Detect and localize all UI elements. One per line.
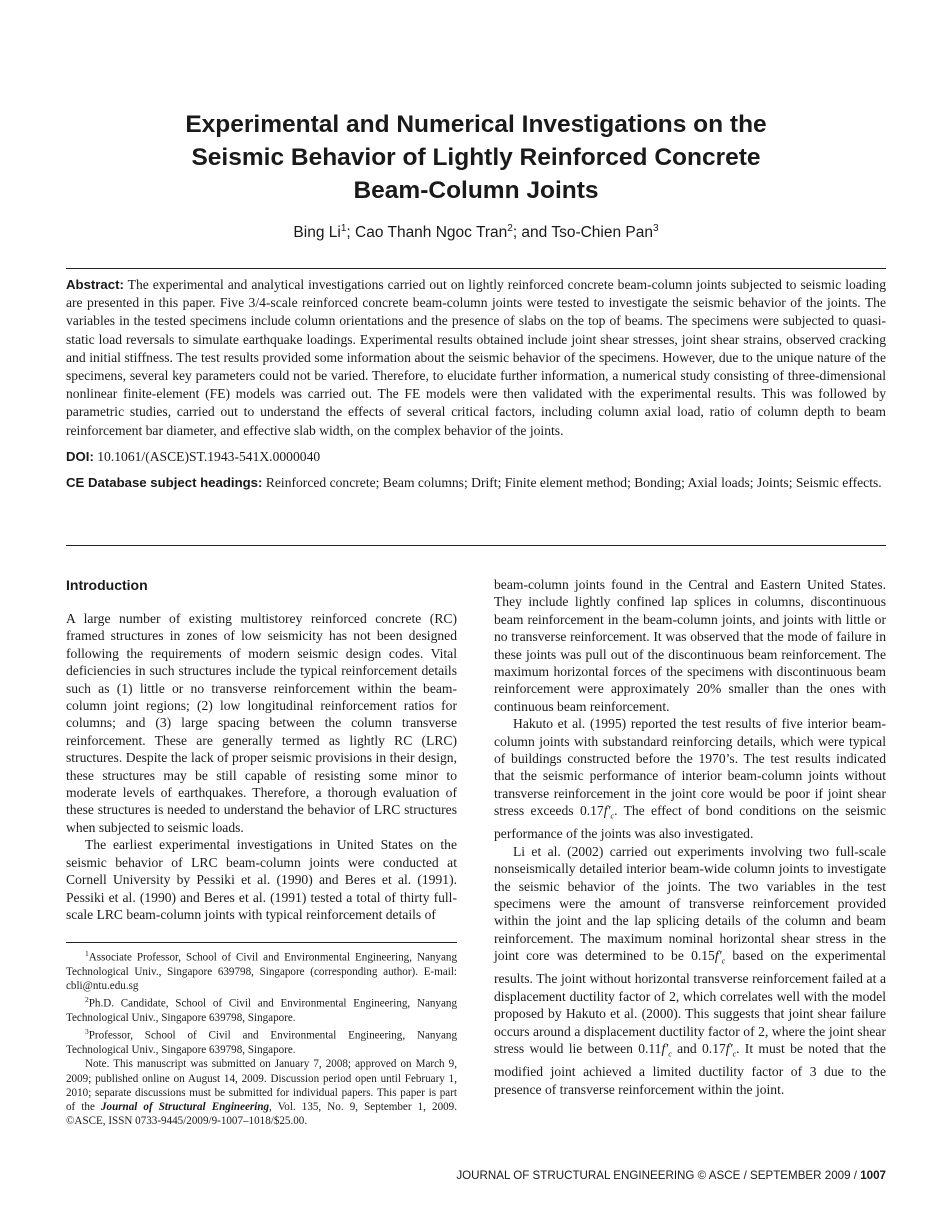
subject-headings bbox=[66, 474, 886, 492]
footnote-rule bbox=[66, 942, 457, 943]
intro-paragraph-4 bbox=[494, 843, 886, 1098]
intro-paragraph-3 bbox=[494, 715, 886, 843]
footnotes bbox=[66, 947, 457, 1129]
footnote-2: $^2$Ph.D. Candidate, School of Civil and Environmental Engineering, Nanyang Technological Univ., Singapore 639798, Singapore. bbox=[66, 995, 457, 1025]
right-column bbox=[494, 576, 886, 1098]
doi-line bbox=[66, 448, 886, 466]
running-footer bbox=[66, 1168, 886, 1184]
fc-symbol: $f'_c$ bbox=[725, 1041, 737, 1059]
p4-coefficient-2: 0.11 bbox=[638, 1041, 662, 1056]
page-number: 1007 bbox=[860, 1169, 886, 1182]
running-footer-text: JOURNAL OF STRUCTURAL ENGINEERING © ASCE / SEPTEMBER 2009 / bbox=[456, 1169, 861, 1182]
author-separator: ; bbox=[346, 224, 356, 242]
p4-coefficient-1: 0.15 bbox=[691, 948, 715, 964]
subject-headings-label: CE Database subject headings: bbox=[66, 475, 263, 491]
abstract-block bbox=[66, 276, 886, 492]
author-separator: ; and bbox=[512, 224, 552, 242]
abstract-bottom-rule bbox=[66, 545, 886, 546]
author-list bbox=[66, 219, 886, 243]
footnote-3: $^3$Professor, School of Civil and Environmental Engineering, Nanyang Technological Univ., Singapore 639798, Singapore. bbox=[66, 1027, 457, 1057]
p3-coefficient: 0.17 bbox=[579, 803, 604, 819]
journal-name: Journal of Structural Engineering bbox=[100, 1101, 270, 1114]
intro-paragraph-1: A large number of existing multistorey reinforced concrete (RC) framed structures in zones of low seismicity has not been designed following the requirements of modern seismic design codes. Vital deficiencies in such structures include the typical reinforcement details such as (1) little or no transverse reinforcement within the beam-column joint regions; (2) low longitudinal reinforcement ratios for columns; and (3) large spacing between the column transverse reinforcement. These are generally termed as lightly RC (LRC) structures. Despite the lack of proper seismic provisions in their design, these structures may be still capable of resisting some minor to moderate levels of earthquakes. Therefore, a thorough evaluation of these structures is needed to understand the behavior of LRC structures when subjected to seismic loads. bbox=[66, 611, 457, 835]
p4-coefficient-3: 0.17 bbox=[702, 1041, 726, 1056]
left-column bbox=[66, 576, 457, 923]
abstract-label: Abstract: bbox=[66, 277, 124, 292]
paper-title-line-2: Seismic Behavior of Lightly Reinforced Concrete bbox=[191, 144, 761, 171]
doi-label: DOI: bbox=[66, 448, 94, 464]
abstract-text: The experimental and analytical investigations carried out on lightly reinforced concrete beam-column joints subjected to seismic loading are presented in this paper. Five 3/4-scale reinforced concrete beam-column joints were tested to investigate the seismic behavior of the joints. The variables in the tested specimens include column orientations and the presence of slabs on the top of beams. The specimens were subjected to quasi-static load reversals to simulate earthquake loadings. Experimental results obtained include joint shear stresses, joint shear strains, observed cracking and initial stiffness. The test results provided some information about the seismic behavior of the specimens. However, due to the unique nature of the specimens, several key parameters could not be varied. Therefore, to elucidate further information, a numerical study consisting of three-dimensional nonlinear finite-element (FE) models was carried out. The FE models were then validated with the experimental results. This was followed by parametric studies, carried out to understand the effects of several critical factors, including column axial load, ratio of column depth to beam reinforcement bar diameter, and effective slab width, on the complex behavior of the joints. bbox=[66, 277, 886, 438]
abstract-paragraph bbox=[66, 276, 886, 440]
p4-text-d: . It must be noted that the modified joint achieved a limited ductility factor of 3 due to the presence of transverse reinforcement within the joint. bbox=[494, 1041, 886, 1097]
author-name: Cao Thanh Ngoc Tran bbox=[355, 224, 508, 242]
manuscript-note: Note. This manuscript was submitted on January 7, 2008; approved on March 9, 2009; published online on August 14, 2009. Discussion period open until February 1, 2010; separate discussions must be submitted for individual papers. This paper is part of the Journal of Structural Engineering, Vol. 135, No. 9, September 1, 2009. ©ASCE, ISSN 0733-9445/2009/9-1007–1018/$25.00. bbox=[66, 1058, 457, 1128]
intro-paragraph-2-continued: beam-column joints found in the Central and Eastern United States. They include lightly confined lap splices in columns, discontinuous beam reinforcement in the beam-column joints, and joints with little or no transverse reinforcement. It was observed that the mode of failure in these joints was pull out of the discontinuous beam reinforcement. The maximum horizontal forces of the specimens with discontinuous beam reinforcement were approximately 20% smaller than the ones with continuous beam reinforcement. bbox=[494, 577, 886, 714]
author-affiliation-mark: 1 bbox=[340, 223, 347, 234]
author-name: Bing Li bbox=[293, 224, 341, 242]
author-name: Tso-Chien Pan bbox=[551, 224, 653, 242]
fc-symbol: $f'_c$ bbox=[661, 1041, 672, 1059]
p4-text-b: based on the experimental results. The joint without horizontal transverse reinforcement failed at a displacement ductility factor of 2, which correlates well with the model proposed by Hakuto et al. (2000). This suggests that joint shear failure occurs around a displacement ductility factor of 2, where the joint shear stress would lie between bbox=[494, 948, 886, 1056]
fc-symbol: $f'_c$ bbox=[714, 948, 726, 966]
paper-title-line-1: Experimental and Numerical Investigations on the bbox=[185, 111, 767, 138]
fc-symbol: $f'_c$ bbox=[603, 803, 615, 821]
author-affiliation-mark: 2 bbox=[507, 223, 513, 234]
subject-headings-text: Reinforced concrete; Beam columns; Drift; Finite element method; Bonding; Axial loads; Joints; Seismic effects. bbox=[265, 475, 882, 491]
doi-value[interactable]: 10.1061/(ASCE)ST.1943-541X.0000040 bbox=[97, 448, 321, 464]
paper-title-line-3: Beam-Column Joints bbox=[353, 177, 599, 204]
title-block bbox=[66, 108, 886, 243]
author-affiliation-mark: 3 bbox=[653, 223, 659, 234]
footnote-1: $^1$Associate Professor, School of Civil and Environmental Engineering, Nanyang Technological Univ., Singapore 639798, Singapore (corresponding author). E-mail: cbli@ntu.edu.sg bbox=[66, 949, 457, 993]
abstract-top-rule bbox=[66, 268, 886, 269]
p4-text-a: Li et al. (2002) carried out experiments involving two full-scale nonseismically detailed interior beam-wide column joints to investigate the seismic behavior of the joints. The two variables in the test specimens were the amount of transverse reinforcement provided within the joint and the lap splicing details of the column and beam reinforcement. The maximum nominal horizontal shear stress in the joint core was determined to be bbox=[494, 843, 886, 964]
right-column-continuation bbox=[494, 576, 886, 715]
section-heading-introduction: Introduction bbox=[66, 577, 148, 593]
p4-text-c: and bbox=[671, 1041, 702, 1056]
intro-paragraph-2: The earliest experimental investigations in United States on the seismic behavior of LRC beam-column joints were conducted at Cornell University by Pessiki et al. (1990) and Beres et al. (1991). Pessiki et al. (1990) and Beres et al. (1991) tested a total of thirty full-scale LRC beam-column joints with typical reinforcement details of bbox=[66, 837, 457, 922]
p3-text-b: . The effect of bond conditions on the seismic performance of the joints was also investigated. bbox=[494, 803, 886, 842]
p3-text-a: Hakuto et al. (1995) reported the test results of five interior beam-column joints with substandard reinforcing details, which were typical of buildings constructed before the 1970’s. The test results indicated that the seismic performance of interior beam-column joints without transverse reinforcement in the joint core would be poor if joint shear stress exceeds bbox=[494, 716, 886, 819]
